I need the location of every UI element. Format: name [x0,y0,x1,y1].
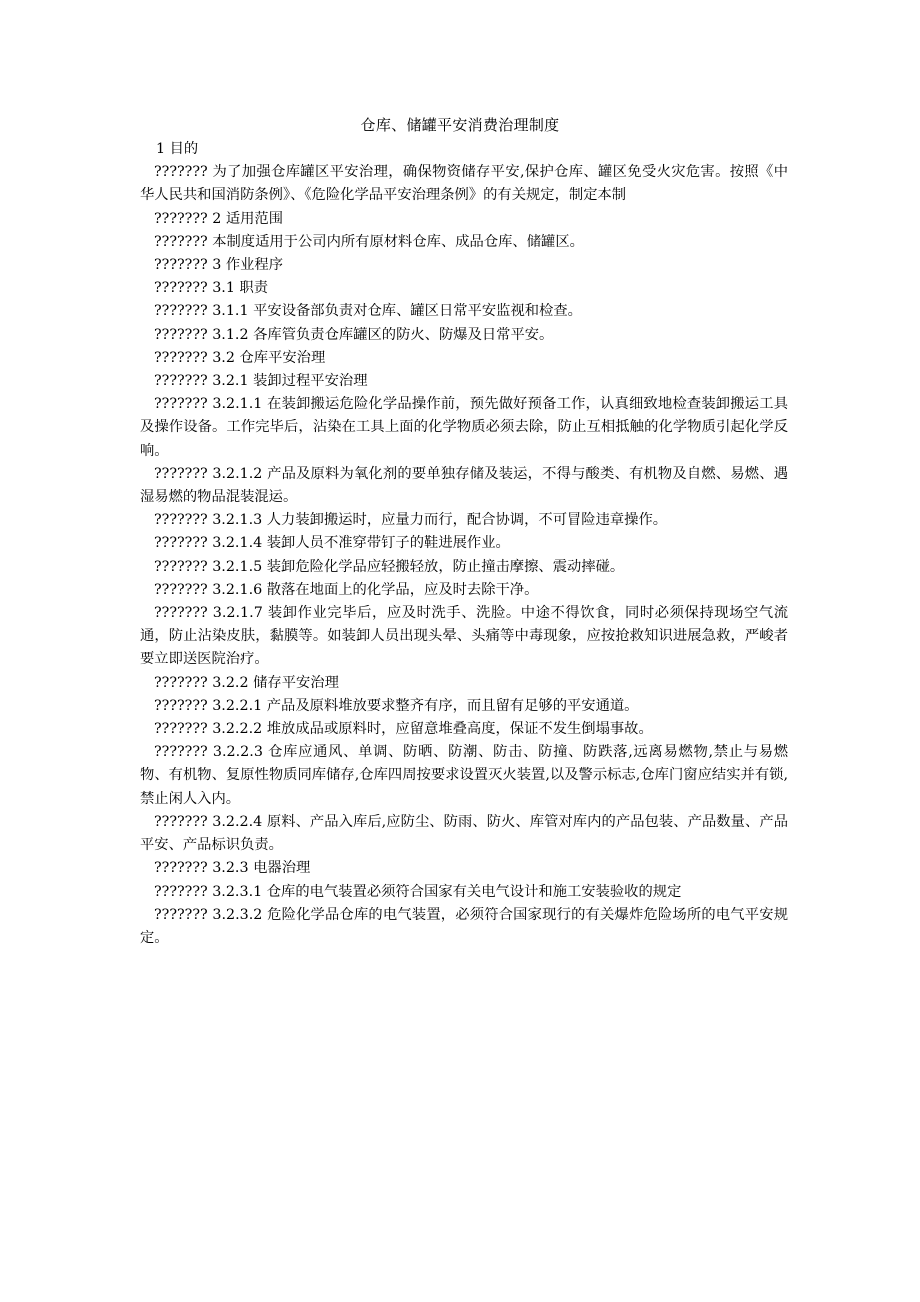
document-paragraph: ??????? 3.2.2.2 堆放成品或原料时，应留意堆叠高度，保证不发生倒塌事故。 [154,721,653,738]
document-paragraph: ??????? 2 适用范围 [154,210,284,227]
document-paragraph: 1 目的 [156,141,199,157]
document-paragraph: ??????? 3.2.1.4 装卸人员不准穿带钉子的鞋进展作业。 [154,535,510,552]
document-paragraph: ??????? 3.1 职责 [154,280,269,297]
document-paragraph: ??????? 3.2.2.3 仓库应通风、单调、防晒、防潮、防击、防撞、防跌落,远离易燃物,禁止与易燃物、有机物、复原性物质同库储存,仓库四周按要求设置灭火装置,以及警示标志,仓库门窗应结实并有锁,禁止闲人入内。 [140,744,788,807]
document-paragraph: ??????? 3.2.1 装卸过程平安治理 [154,373,368,390]
document-paragraph: ??????? 3.1.2 各库管负责仓库罐区的防火、防爆及日常平安。 [154,326,554,343]
document-paragraph: ??????? 3.2.1.6 散落在地面上的化学品，应及时去除干净。 [154,581,539,598]
document-paragraph: ??????? 3.2.2.4 原料、产品入库后,应防尘、防雨、防火、库管对库内的产品包装、产品数量、产品平安、产品标识负责。 [140,813,788,854]
document-paragraph: ??????? 3.2.1.2 产品及原料为氧化剂的要单独存储及装运，不得与酸类、有机物及自燃、易燃、遇湿易燃的物品混装混运。 [140,465,788,506]
document-title: 仓库、储罐平安消费治理制度 [360,116,560,134]
document-paragraph: ??????? 3.2.2.1 产品及原料堆放要求整齐有序，而且留有足够的平安通道。 [154,697,639,714]
document-paragraph: ??????? 为了加强仓库罐区平安治理，确保物资储存平安,保护仓库、罐区免受火灾危害。按照《中华人民共和国消防条例》、《危险化学品平安治理条例》的有关规定，制定本制 [140,164,788,204]
document-paragraph: ??????? 3 作业程序 [154,257,284,274]
document-paragraph: ??????? 3.2.3.2 危险化学品仓库的电气装置，必须符合国家现行的有关爆炸危险场所的电气平安规定。 [140,906,788,946]
document-paragraph: ??????? 本制度适用于公司内所有原材料仓库、成品仓库、储罐区。 [154,233,584,250]
document-body [140,138,788,950]
document-paragraph: ??????? 3.1.1 平安设备部负责对仓库、罐区日常平安监视和检查。 [154,303,582,320]
document-paragraph: ??????? 3.2.1.7 装卸作业完毕后，应及时洗手、洗脸。中途不得饮食，同时必须保持现场空气流通，防止沾染皮肤，黏膜等。如装卸人员出现头晕、头痛等中毒现象，应按抢救知识进展急救，严峻者要立即送医院治疗。 [140,605,788,668]
document-paragraph: ??????? 3.2.3.1 仓库的电气装置必须符合国家有关电气设计和施工安装验收的规定 [154,883,682,900]
document-paragraph: ??????? 3.2 仓库平安治理 [154,349,326,366]
document-paragraph: ??????? 3.2.1.5 装卸危险化学品应轻搬轻放，防止撞击摩擦、震动摔碰。 [154,558,625,575]
document-paragraph: ??????? 3.2.2 储存平安治理 [154,674,339,691]
document-paragraph: ??????? 3.2.3 电器治理 [154,860,311,877]
document-paragraph: ??????? 3.2.1.1 在装卸搬运危险化学品操作前，预先做好预备工作，认真细致地检查装卸搬运工具及操作设备。工作完毕后，沾染在工具上面的化学物质必须去除，防止互相抵触的化学物质引起化学反响。 [140,396,788,459]
document-paragraph: ??????? 3.2.1.3 人力装卸搬运时，应量力而行，配合协调，不可冒险违章操作。 [154,512,668,529]
